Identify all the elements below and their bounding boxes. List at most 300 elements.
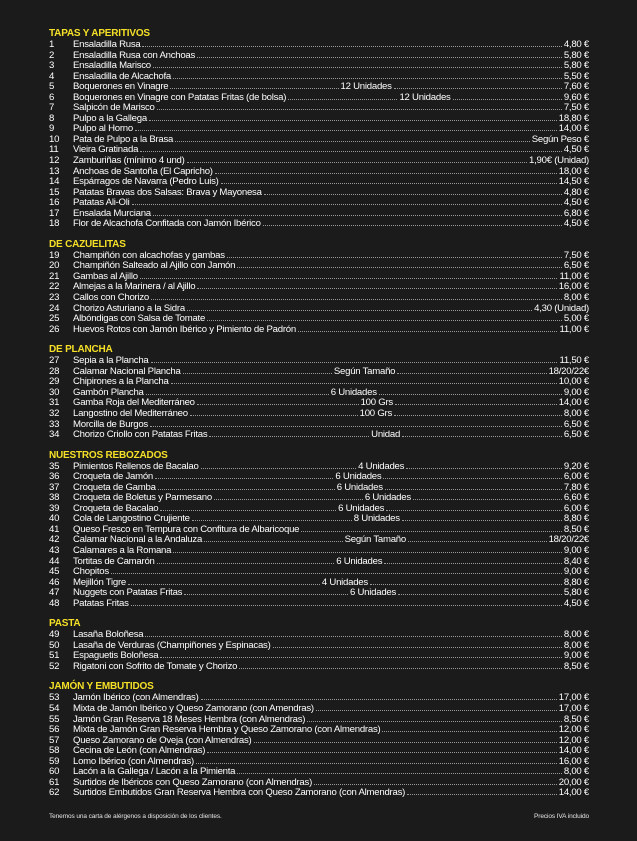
item-number: 47: [49, 587, 60, 599]
item-price: 17,00 €: [558, 692, 589, 704]
item-name: Espárragos de Navarra (Pedro Luis): [73, 176, 219, 188]
dot-leader: [140, 271, 558, 279]
dot-leader: [151, 355, 558, 363]
dot-leader: [173, 71, 562, 79]
dot-leader: [402, 429, 562, 437]
item-name: Patatas Fritas: [73, 597, 129, 609]
dot-leader: [187, 303, 532, 311]
menu-section: [49, 682, 589, 797]
dot-leader: [196, 756, 557, 764]
item-price: 4,50 €: [563, 597, 589, 609]
dot-leader: [384, 556, 562, 564]
item-quantity: Según Tamaño: [333, 365, 396, 377]
item-number: 34: [49, 429, 60, 441]
menu-item: [49, 71, 589, 82]
item-price: 4,50 €: [563, 218, 589, 230]
item-name: Almejas a la Marinera / al Ajillo: [73, 281, 196, 293]
item-number: 26: [49, 323, 60, 335]
item-name: Tortitas de Camarón: [73, 555, 155, 567]
item-number: 55: [49, 713, 60, 725]
allergen-note: Tenemos una carta de alérgenos a disposición de los clientes.: [49, 813, 222, 820]
dot-leader: [237, 766, 562, 774]
item-number: 45: [49, 566, 60, 578]
item-quantity: 100 Grs: [359, 407, 393, 419]
dot-leader: [132, 197, 562, 205]
dot-leader: [307, 714, 562, 722]
menu-item: [49, 39, 589, 50]
item-number: 35: [49, 460, 60, 472]
item-price: 4,50 €: [563, 197, 589, 209]
dot-leader: [298, 324, 558, 332]
item-number: 48: [49, 597, 60, 609]
item-price: 14,00 €: [558, 787, 589, 799]
dot-leader: [145, 629, 561, 637]
item-name: Lasaña de Verduras (Champiñones y Espinacas): [73, 639, 271, 651]
item-name: Croqueta de Boletus y Parmesano: [73, 492, 212, 504]
item-price: 8,00 €: [563, 766, 589, 778]
menu-item: [49, 208, 589, 219]
item-number: 41: [49, 523, 60, 535]
item-number: 23: [49, 292, 60, 304]
menu-item: [49, 534, 589, 545]
item-number: 20: [49, 260, 60, 272]
item-name: Calamares a la Romana: [73, 544, 172, 556]
dot-leader: [197, 281, 556, 289]
item-name: Gambas al Ajillo: [73, 270, 138, 282]
item-name: Patatas Ali-Oli: [73, 197, 130, 209]
item-price: 4,80 €: [563, 186, 589, 198]
item-name: Boquerones en Vinagre: [73, 81, 169, 93]
item-number: 51: [49, 650, 60, 662]
item-price: 16,00 €: [558, 281, 589, 293]
item-price: 18,00 €: [558, 165, 589, 177]
item-name: Vieira Gratinada: [73, 144, 139, 156]
dot-leader: [406, 461, 562, 469]
item-price: 9,60 €: [563, 91, 590, 103]
dot-leader: [128, 577, 320, 585]
item-name: Cola de Langostino Crujiente: [73, 513, 190, 525]
item-number: 3: [49, 60, 55, 72]
item-price: 11,00 €: [559, 323, 589, 335]
item-quantity: 12 Unidades: [399, 91, 451, 103]
item-number: 53: [49, 692, 60, 704]
menu-item: [49, 176, 589, 187]
item-name: Pulpo al Horno: [73, 123, 133, 135]
section-title: PASTA: [49, 618, 81, 630]
item-price: 16,00 €: [558, 755, 589, 767]
item-quantity: 4 Unidades: [321, 576, 368, 588]
item-name: Pata de Pulpo a la Brasa: [73, 133, 174, 145]
item-price: 4,50 €: [563, 144, 589, 156]
menu-item: [49, 387, 589, 398]
dot-leader: [209, 429, 369, 437]
dot-leader: [264, 187, 562, 195]
dot-leader: [273, 640, 562, 648]
menu-item: [49, 640, 589, 651]
item-quantity: 6 Unidades: [336, 555, 383, 567]
item-number: 8: [49, 112, 55, 124]
item-number: 52: [49, 660, 60, 672]
dot-leader: [383, 471, 561, 479]
menu-item: [49, 577, 589, 588]
item-number: 17: [49, 207, 60, 219]
item-name: Lomo Ibérico (con Almendras): [73, 755, 194, 767]
dot-leader: [207, 745, 557, 753]
dot-leader: [192, 513, 352, 521]
item-price: 6,00 €: [563, 471, 589, 483]
item-price: 6,00 €: [563, 502, 589, 514]
item-price: 12,00 €: [558, 724, 589, 736]
item-price: 11,50 €: [559, 355, 589, 367]
item-name: Salpicón de Marisco: [73, 102, 155, 114]
vat-note: Precios IVA incluido: [534, 813, 589, 820]
dot-leader: [402, 513, 562, 521]
menu-item: [49, 471, 589, 482]
menu-item: [49, 324, 589, 335]
menu-item: [49, 503, 589, 514]
item-price: 18/20/22€: [548, 534, 589, 546]
dot-leader: [385, 482, 562, 490]
item-number: 7: [49, 102, 55, 114]
dot-leader: [197, 50, 562, 58]
dot-leader: [301, 524, 562, 532]
dot-leader: [160, 503, 336, 511]
item-name: Mejillón Tigre: [73, 576, 127, 588]
item-price: 11,00 €: [559, 270, 589, 282]
item-number: 22: [49, 281, 60, 293]
item-price: 14,00 €: [558, 745, 589, 757]
menu-section: [49, 240, 589, 334]
item-name: Surtidos Embutidos Gran Reserva Hembra con Queso Zamorano (con Almendras): [73, 787, 406, 799]
menu-item: [49, 397, 589, 408]
menu-item: [49, 787, 589, 798]
item-price: 6,50 €: [563, 429, 589, 441]
dot-leader: [157, 556, 335, 564]
menu-item: [49, 123, 589, 134]
item-quantity: 6 Unidades: [335, 471, 382, 483]
menu-section: [49, 619, 589, 671]
menu-item: [49, 113, 589, 124]
menu-item: [49, 218, 589, 229]
dot-leader: [237, 260, 562, 268]
dot-leader: [190, 408, 358, 416]
menu-item: [49, 429, 589, 440]
item-name: Queso Fresco en Tempura con Confitura de Albaricoque: [73, 523, 300, 535]
item-price: 4,30 (Unidad): [534, 302, 589, 314]
dot-leader: [239, 661, 562, 669]
item-number: 30: [49, 386, 60, 398]
item-name: Sepia a la Plancha: [73, 355, 149, 367]
menu-item: [49, 492, 589, 503]
dot-leader: [135, 123, 557, 131]
item-number: 19: [49, 249, 60, 261]
item-number: 59: [49, 755, 60, 767]
item-price: 8,50 €: [563, 713, 589, 725]
item-quantity: 6 Unidades: [330, 386, 377, 398]
item-name: Mixta de Jamón Gran Reserva Hembra y Queso Zamorano (con Almendras): [73, 724, 381, 736]
item-number: 57: [49, 734, 60, 746]
dot-leader: [214, 492, 363, 500]
item-name: Chipirones a la Plancha: [73, 376, 169, 388]
item-price: 8,00 €: [563, 292, 589, 304]
menu-item: [49, 271, 589, 282]
item-number: 24: [49, 302, 60, 314]
item-number: 6: [49, 91, 55, 103]
item-number: 18: [49, 218, 60, 230]
item-price: 6,60 €: [563, 492, 590, 504]
dot-leader: [254, 735, 557, 743]
item-price: 8,80 €: [563, 513, 590, 525]
menu-section: [49, 29, 589, 229]
dot-leader: [394, 408, 562, 416]
dot-leader: [204, 534, 343, 542]
item-name: Queso Zamorano de Oveja (con Almendras): [73, 734, 252, 746]
dot-leader: [382, 724, 556, 732]
menu-item: [49, 250, 589, 261]
menu-item: [49, 197, 589, 208]
menu-item: [49, 419, 589, 430]
item-number: 13: [49, 165, 60, 177]
menu-item: [49, 482, 589, 493]
dot-leader: [160, 650, 561, 658]
menu-item: [49, 155, 589, 166]
menu-item: [49, 50, 589, 61]
item-price: 14,00 €: [558, 123, 589, 135]
menu-section: [49, 451, 589, 609]
dot-leader: [197, 397, 359, 405]
dot-leader: [408, 534, 547, 542]
item-number: 10: [49, 133, 60, 145]
dot-leader: [153, 208, 562, 216]
dot-leader: [316, 703, 557, 711]
item-number: 4: [49, 70, 55, 82]
menu-section: [49, 345, 589, 439]
menu: [49, 29, 589, 809]
dot-leader: [187, 155, 527, 163]
dot-leader: [157, 102, 562, 110]
item-price: 12,00 €: [558, 734, 589, 746]
dot-leader: [170, 81, 338, 89]
item-name: Gamba Roja del Mediterráneo: [73, 397, 195, 409]
item-name: Albóndigas con Salsa de Tomate: [73, 313, 206, 325]
item-name: Chorizo Criollo con Patatas Fritas: [73, 429, 208, 441]
item-number: 39: [49, 502, 60, 514]
item-price: Según Peso €: [531, 133, 589, 145]
dot-leader: [111, 566, 562, 574]
item-name: Calamar Nacional Plancha: [73, 365, 181, 377]
dot-leader: [395, 397, 557, 405]
menu-item: [49, 92, 589, 103]
item-name: Langostino del Mediterráneo: [73, 407, 188, 419]
section-title: DE CAZUELITAS: [49, 238, 126, 250]
menu-item: [49, 756, 589, 767]
item-price: 9,00 €: [563, 544, 589, 556]
menu-item: [49, 556, 589, 567]
item-quantity: 6 Unidades: [336, 481, 383, 493]
dot-leader: [140, 144, 562, 152]
menu-item: [49, 144, 589, 155]
dot-leader: [221, 176, 557, 184]
item-price: 5,80 €: [563, 60, 589, 72]
item-number: 58: [49, 745, 60, 757]
item-price: 10,00 €: [558, 376, 589, 388]
item-number: 15: [49, 186, 60, 198]
item-number: 33: [49, 418, 60, 430]
item-price: 8,00 €: [563, 629, 589, 641]
item-price: 5,00 €: [563, 313, 589, 325]
menu-item: [49, 134, 589, 145]
item-name: Surtidos de Ibéricos con Queso Zamorano (con Almendras): [73, 776, 313, 788]
item-number: 62: [49, 787, 60, 799]
item-quantity: Según Tamaño: [344, 534, 406, 546]
section-title: DE PLANCHA: [49, 344, 113, 356]
menu-item: [49, 313, 589, 324]
item-number: 40: [49, 513, 60, 525]
dot-leader: [155, 471, 333, 479]
menu-item: [49, 714, 589, 725]
menu-item: [49, 766, 589, 777]
menu-item: [49, 461, 589, 472]
item-name: Mixta de Jamón Ibérico y Queso Zamorano (con Amendras): [73, 702, 314, 714]
dot-leader: [215, 166, 557, 174]
item-number: 11: [49, 144, 59, 156]
item-name: Champiñón Salteado al Ajillo con Jamón: [73, 260, 236, 272]
item-number: 54: [49, 702, 60, 714]
menu-item: [49, 661, 589, 672]
menu-item: [49, 745, 589, 756]
item-price: 8,50 €: [563, 660, 589, 672]
dot-leader: [173, 545, 562, 553]
item-number: 49: [49, 629, 60, 641]
item-number: 61: [49, 776, 60, 788]
dot-leader: [153, 60, 562, 68]
item-price: 14,00 €: [558, 397, 589, 409]
item-quantity: 6 Unidades: [350, 587, 397, 599]
dot-leader: [171, 376, 557, 384]
menu-item: [49, 545, 589, 556]
menu-item: [49, 102, 589, 113]
dot-leader: [149, 113, 557, 121]
item-quantity: 6 Unidades: [338, 502, 385, 514]
dot-leader: [227, 250, 562, 258]
item-number: 56: [49, 724, 60, 736]
section-title: TAPAS Y APERITIVOS: [49, 28, 150, 39]
dot-leader: [201, 692, 557, 700]
item-number: 29: [49, 376, 60, 388]
item-price: 4,80 €: [563, 39, 589, 50]
menu-item: [49, 692, 589, 703]
item-name: Cecina de León (con Almendras): [73, 745, 206, 757]
item-name: Chopitos: [73, 566, 109, 578]
item-name: Ensaladilla Rusa con Anchoas: [73, 49, 196, 61]
item-price: 8,00 €: [563, 639, 589, 651]
item-number: 2: [49, 49, 55, 61]
menu-item: [49, 524, 589, 535]
item-quantity: Unidad: [371, 429, 401, 441]
item-name: Nuggets con Patatas Fritas: [73, 587, 183, 599]
item-number: 27: [49, 355, 60, 367]
item-number: 42: [49, 534, 60, 546]
item-name: Ensalada Murciana: [73, 207, 151, 219]
item-price: 8,40 €: [563, 555, 589, 567]
item-price: 17,00 €: [558, 702, 589, 714]
dot-leader: [263, 218, 562, 226]
item-price: 9,20 €: [563, 460, 589, 472]
item-price: 8,80 €: [563, 576, 590, 588]
item-name: Ensaladilla de Alcachofa: [73, 70, 172, 82]
item-name: Calamar Nacional a la Andaluza: [73, 534, 203, 546]
item-name: Croqueta de Jamón: [73, 471, 154, 483]
dot-leader: [314, 777, 557, 785]
dot-leader: [413, 492, 562, 500]
item-price: 7,80 €: [563, 481, 590, 493]
item-price: 6,50 €: [563, 260, 589, 272]
item-number: 36: [49, 471, 60, 483]
dot-leader: [407, 787, 557, 795]
item-number: 28: [49, 365, 60, 377]
menu-item: [49, 408, 589, 419]
item-name: Huevos Rotos con Jamón Ibérico y Pimiento de Padrón: [73, 323, 296, 335]
menu-item: [49, 60, 589, 71]
item-number: 9: [49, 123, 55, 135]
dot-leader: [151, 292, 562, 300]
item-number: 31: [49, 397, 60, 409]
item-number: 60: [49, 766, 60, 778]
dot-leader: [379, 387, 562, 395]
item-price: 6,80 €: [563, 207, 589, 219]
item-number: 25: [49, 313, 60, 325]
item-number: 1: [49, 39, 55, 50]
item-number: 12: [49, 155, 60, 167]
item-price: 5,80 €: [563, 49, 589, 61]
item-price: 9,00 €: [563, 386, 589, 398]
menu-item: [49, 598, 589, 609]
item-number: 44: [49, 555, 60, 567]
menu-item: [49, 629, 589, 640]
dot-leader: [201, 461, 357, 469]
item-price: 7,50 €: [563, 249, 589, 261]
item-name: Gambón Plancha: [73, 386, 144, 398]
item-name: Rigatoni con Sofrito de Tomate y Chorizo: [73, 660, 238, 672]
item-name: Jamón Gran Reserva 18 Meses Hembra (con Almendras): [73, 713, 306, 725]
item-name: Chorizo Asturiano a la Sidra: [73, 302, 185, 314]
item-name: Jamón Ibérico (con Almendras): [73, 692, 199, 704]
item-price: 1,90€ (Unidad): [529, 155, 589, 167]
menu-item: [49, 650, 589, 661]
item-name: Espaguetis Boloñesa: [73, 650, 159, 662]
section-title: JAMÓN Y EMBUTIDOS: [49, 681, 154, 693]
dot-leader: [398, 587, 562, 595]
menu-item: [49, 355, 589, 366]
dot-leader: [386, 503, 562, 511]
menu-item: [49, 703, 589, 714]
menu-item: [49, 366, 589, 377]
menu-item: [49, 724, 589, 735]
menu-item: [49, 303, 589, 314]
item-number: 38: [49, 492, 60, 504]
dot-leader: [184, 587, 348, 595]
dot-leader: [175, 134, 530, 142]
dot-leader: [131, 598, 562, 606]
item-name: Callos con Chorizo: [73, 292, 150, 304]
item-name: Pimientos Rellenos de Bacalao: [73, 460, 199, 472]
item-name: Lacón a la Gallega / Lacón a la Pimienta: [73, 766, 236, 778]
footer: [49, 813, 589, 820]
item-quantity: 12 Unidades: [340, 81, 392, 93]
menu-item: [49, 735, 589, 746]
item-number: 43: [49, 544, 60, 556]
dot-leader: [370, 577, 562, 585]
